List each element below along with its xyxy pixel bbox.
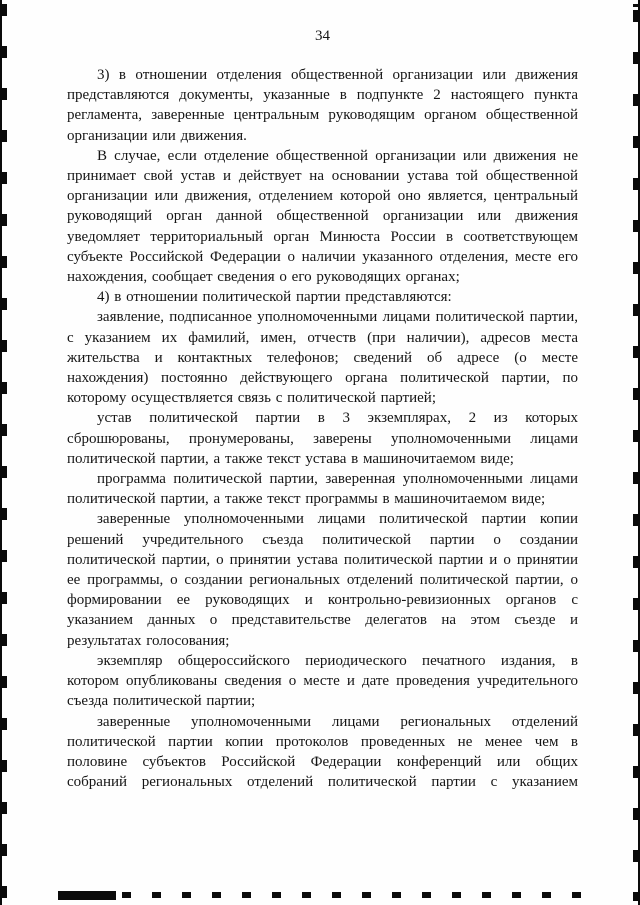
scan-tick-marks-left [0,4,7,901]
paragraph-list [67,65,578,792]
paragraph: 4) в отношении политической партии представляются: [97,289,452,306]
paragraph: заверенные уполномоченными лицами региональных отделений политической партии копии протоколов проведенных не менее чем в половине субъектов Российской Федерации конференций или общих собраний региональных отделений политической партии с указанием [67,713,578,791]
paragraph: заявление, подписанное уполномоченными лицами политической партии, с указанием их фамилий, имен, отчеств (при наличии), адресов места жительства и контактных телефонов; сведений об адресе (о месте нахождения) постоянно действующего органа политической партии, по которому осуществляется связь с политической партией; [67,309,578,407]
paragraph: программа политической партии, заверенная уполномоченными лицами политической партии, а также текст программы в машиночитаемом виде; [67,471,578,508]
scan-bottom-bar [58,891,116,900]
paragraph: 3) в отношении отделения общественной организации или движения представляются документы, указанные в подпункте 2 настоящего пункта регламента, заверенные центральным руководящим органом общественной организации или движения. [67,67,578,144]
scan-tick-marks-right [633,4,640,901]
page-number: 34 [315,28,330,44]
paragraph: заверенные уполномоченными лицами политической партии копии решений учредительного съезда политической партии о создании политической партии, о принятии устава политической партии и о принятии ее программы, о создании региональных отделений политической партии, о формировании ее руководящих и контрольно-ревизионных органов с указанием данных о представительстве делегатов на этом съезде и результатах голосования; [67,511,578,649]
paragraph: В случае, если отделение общественной организации или движения не принимает свой устав и действует на основании устава той общественной организации или движения, отделением которой оно является, центральный руководящий орган данной общественной организации или движения уведомляет территориальный орган Минюста России в соответствующем субъекте Российской Федерации о наличии указанного отделения, месте его нахождения, сообщает сведения о его руководящих органах; [67,147,578,286]
document-content [67,28,578,792]
scan-bottom-dashes [122,892,582,898]
paragraph: экземпляр общероссийского периодического печатного издания, в котором опубликованы сведения о месте и дате проведения учредительного съезда политической партии; [67,652,578,710]
paragraph: устав политической партии в 3 экземплярах, 2 из которых сброшюрованы, пронумерованы, заверены уполномоченными лицами политической партии, а также текст устава в машиночитаемом виде; [67,410,578,467]
